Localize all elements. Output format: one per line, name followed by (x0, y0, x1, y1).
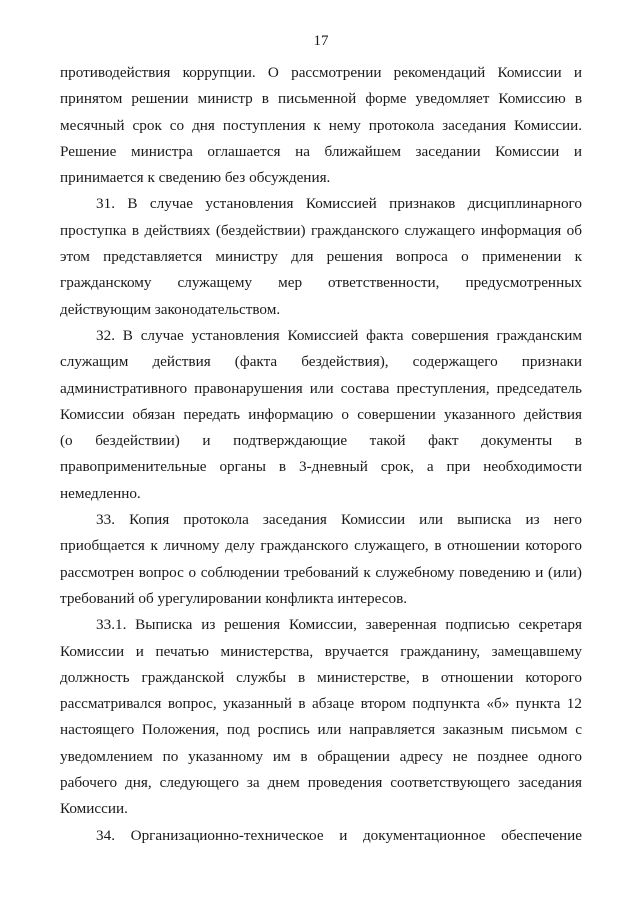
text-line: должность гражданской службы в министерстве, в отношении которого (60, 668, 582, 686)
paragraph-continuation (60, 60, 582, 191)
text-line: противодействия коррупции. О рассмотрении рекомендаций Комиссии и (60, 64, 582, 81)
text-line: этом представляется министру для решения вопроса о применении к (60, 248, 582, 266)
text-line: Решение министра оглашается на ближайшем заседании Комиссии и (60, 142, 582, 160)
text-line: уведомлением по указанному им в обращении адресу не позднее одного (60, 747, 582, 765)
text-line: принятом решении министр в письменной форме уведомляет Комиссию в (60, 90, 582, 108)
text-line: проступка в действиях (бездействии) гражданского служащего информация об (60, 221, 582, 239)
text-line: служащим действия (факта бездействия), содержащего признаки (60, 353, 582, 371)
text-line: приобщается к личному делу гражданского служащего, в отношении которого (60, 537, 582, 555)
text-line: месячный срок со дня поступления к нему протокола заседания Комиссии. (60, 116, 582, 134)
text-line: 34. Организационно-техническое и документационное обеспечение (96, 826, 582, 844)
page-number: 17 (313, 33, 329, 49)
paragraph-33-1 (60, 612, 582, 822)
paragraph-32 (60, 323, 582, 507)
text-line: 33. Копия протокола заседания Комиссии или выписка из него (96, 511, 582, 529)
paragraph-33 (60, 507, 582, 612)
text-line: правоприменительные органы в 3-дневный срок, а при необходимости (60, 458, 582, 476)
text-line: 31. В случае установления Комиссией признаков дисциплинарного (96, 195, 582, 213)
text-line: требований об урегулировании конфликта интересов. (60, 589, 408, 607)
text-line: Комиссии обязан передать информацию о совершении указанного действия (60, 405, 582, 423)
text-line: немедленно. (60, 484, 141, 502)
text-line: Комиссии и печатью министерства, вручается гражданину, замещавшему (60, 642, 582, 660)
text-line: рассмотрен вопрос о соблюдении требований к служебному поведению и (или) (60, 563, 582, 581)
text-line: гражданскому служащему мер ответственности, предусмотренных (60, 274, 582, 292)
text-line: (о бездействии) и подтверждающие такой факт документы в (60, 432, 582, 450)
paragraph-31 (60, 191, 582, 322)
text-line: принимается к сведению без обсуждения. (60, 169, 331, 187)
text-line: рассматривался вопрос, указанный в абзаце втором подпункта «б» пункта 12 (60, 695, 582, 713)
text-line: 33.1. Выписка из решения Комиссии, заверенная подписью секретаря (96, 616, 582, 634)
text-line: административного правонарушения или состава преступления, председатель (60, 379, 582, 397)
text-line: Комиссии. (60, 800, 128, 818)
paragraph-34 (60, 823, 582, 849)
text-line: 32. В случае установления Комиссией факта совершения гражданским (96, 326, 582, 344)
text-line: настоящего Положения, под роспись или направляется заказным письмом с (60, 721, 582, 739)
text-line: рабочего дня, следующего за днем проведения соответствующего заседания (60, 774, 582, 792)
text-line: действующим законодательством. (60, 300, 281, 318)
